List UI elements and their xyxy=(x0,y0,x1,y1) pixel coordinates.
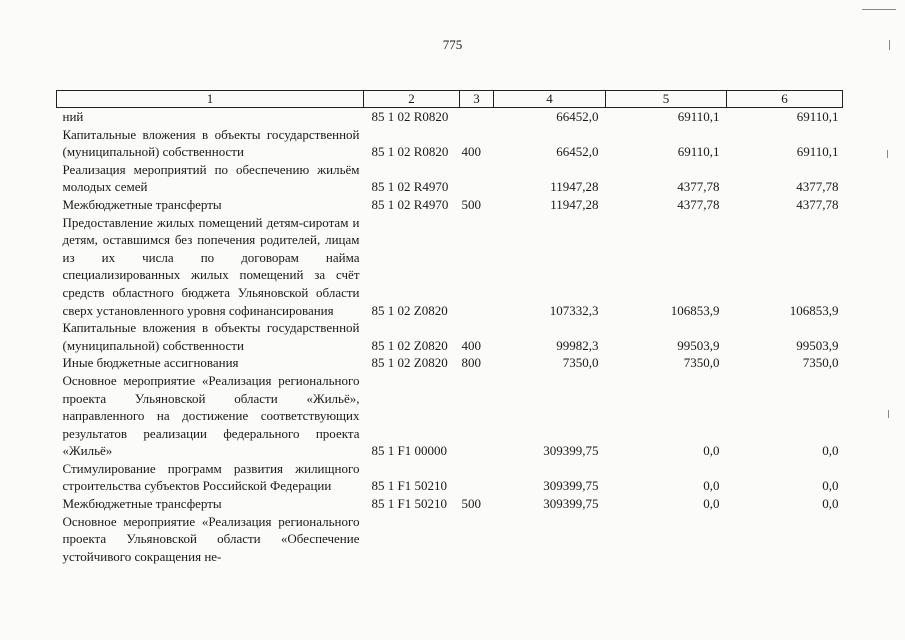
table-body xyxy=(57,108,843,566)
row-amount-col5: 4377,78 xyxy=(677,179,720,195)
row-amount-col5: 4377,78 xyxy=(677,196,720,212)
row-description: Межбюджетные трансферты xyxy=(62,196,222,212)
row-amount-col4: 309399,75 xyxy=(543,478,599,494)
table-row xyxy=(57,161,843,196)
table-row xyxy=(57,126,843,161)
row-expense-type: 500 xyxy=(461,196,481,212)
row-amount-col6: 7350,0 xyxy=(802,355,839,371)
row-expense-type xyxy=(460,161,494,196)
row-amount-col4: 99982,3 xyxy=(556,337,599,353)
table-row xyxy=(57,108,843,126)
budget-table xyxy=(56,90,843,565)
row-target-code: 85 1 02 Z0820 xyxy=(371,337,448,353)
row-amount-col4: 309399,75 xyxy=(543,496,599,512)
scan-artifact xyxy=(862,9,896,10)
row-amount-col6 xyxy=(727,513,843,566)
row-amount-col6: 69110,1 xyxy=(796,144,839,160)
row-description: Реализация мероприятий по обеспечению жильём молодых семей xyxy=(62,161,360,195)
column-number-row xyxy=(57,91,843,108)
row-amount-col6: 99503,9 xyxy=(796,337,839,353)
row-expense-type: 800 xyxy=(461,355,481,371)
row-target-code: 85 1 02 R4970 xyxy=(371,179,449,195)
row-target-code: 85 1 02 R0820 xyxy=(371,144,449,160)
row-amount-col4: 11947,28 xyxy=(550,196,599,212)
row-amount-col5: 7350,0 xyxy=(683,355,720,371)
row-amount-col6: 4377,78 xyxy=(796,196,839,212)
table-row xyxy=(57,513,843,566)
row-expense-type xyxy=(460,214,494,320)
row-target-code: 85 1 F1 50210 xyxy=(371,496,447,512)
row-amount-col5: 69110,1 xyxy=(677,109,720,124)
scan-artifact xyxy=(888,410,889,418)
table-row xyxy=(57,495,843,513)
row-target-code: 85 1 02 Z0820 xyxy=(371,355,448,371)
row-target-code: 85 1 F1 50210 xyxy=(371,478,447,494)
row-description: Капитальные вложения в объекты государственной (муниципальной) собственности xyxy=(62,126,360,160)
table-row xyxy=(57,372,843,460)
row-amount-col5: 69110,1 xyxy=(677,144,720,160)
row-expense-type: 400 xyxy=(461,337,481,353)
row-amount-col6: 106853,9 xyxy=(789,302,839,318)
row-target-code: 85 1 02 Z0820 xyxy=(371,302,448,318)
row-description: Межбюджетные трансферты xyxy=(62,496,222,512)
row-amount-col4: 11947,28 xyxy=(550,179,599,195)
row-expense-type xyxy=(460,372,494,460)
row-amount-col5: 0,0 xyxy=(703,478,720,494)
row-target-code: 85 1 02 R0820 xyxy=(371,109,449,124)
row-expense-type xyxy=(460,513,494,566)
row-description: Основное мероприятие «Реализация регионального проекта Ульяновской области «Обеспечение устойчивого сокращения не- xyxy=(62,513,360,564)
row-description: ний xyxy=(62,109,84,124)
row-amount-col6: 69110,1 xyxy=(796,109,839,124)
row-amount-col6: 4377,78 xyxy=(796,179,839,195)
row-amount-col5: 99503,9 xyxy=(677,337,720,353)
column-number-6: 6 xyxy=(727,91,843,108)
row-expense-type: 500 xyxy=(461,496,481,512)
row-amount-col6: 0,0 xyxy=(822,478,839,494)
row-target-code: 85 1 F1 00000 xyxy=(371,443,447,459)
row-expense-type: 400 xyxy=(461,144,481,160)
row-target-code: 85 1 02 R4970 xyxy=(371,196,449,212)
column-number-3: 3 xyxy=(460,91,494,108)
row-amount-col4: 66452,0 xyxy=(556,109,599,124)
column-number-1: 1 xyxy=(57,91,364,108)
row-amount-col4: 7350,0 xyxy=(562,355,599,371)
row-amount-col6: 0,0 xyxy=(822,443,839,459)
row-description: Предоставление жилых помещений детям-сиротам и детям, оставшимся без попечения родителей, лицам из их числа по договорам найма специализированных жилых помещений за счёт средств областного бюджета Ульяновской области сверх установленного уровня софинансирования xyxy=(62,214,360,318)
table-row xyxy=(57,319,843,354)
row-description: Капитальные вложения в объекты государственной (муниципальной) собственности xyxy=(62,320,360,353)
row-amount-col5: 0,0 xyxy=(703,496,720,512)
table-row xyxy=(57,214,843,320)
row-amount-col4 xyxy=(494,513,606,566)
column-number-4: 4 xyxy=(494,91,606,108)
column-number-2: 2 xyxy=(364,91,460,108)
row-target-code xyxy=(364,513,460,566)
row-expense-type xyxy=(460,460,494,495)
row-amount-col4: 309399,75 xyxy=(543,443,599,459)
row-amount-col5: 0,0 xyxy=(703,443,720,459)
row-description: Основное мероприятие «Реализация регионального проекта Ульяновской области «Жильё», направленного на достижение соответствующих результатов реализации федерального проекта «Жильё» xyxy=(62,372,360,459)
table-row xyxy=(57,460,843,495)
row-description: Иные бюджетные ассигнования xyxy=(62,355,239,371)
page-number: 775 xyxy=(442,37,463,52)
column-number-5: 5 xyxy=(606,91,727,108)
row-amount-col5 xyxy=(606,513,727,566)
row-amount-col4: 107332,3 xyxy=(549,302,599,318)
row-expense-type xyxy=(460,108,494,126)
row-description: Стимулирование программ развития жилищного строительства субъектов Российской Федерации xyxy=(62,460,360,494)
row-amount-col4: 66452,0 xyxy=(556,144,599,160)
row-amount-col5: 106853,9 xyxy=(670,302,720,318)
scan-artifact xyxy=(887,150,888,158)
row-amount-col6: 0,0 xyxy=(822,496,839,512)
table-row xyxy=(57,354,843,372)
table-row xyxy=(57,196,843,214)
